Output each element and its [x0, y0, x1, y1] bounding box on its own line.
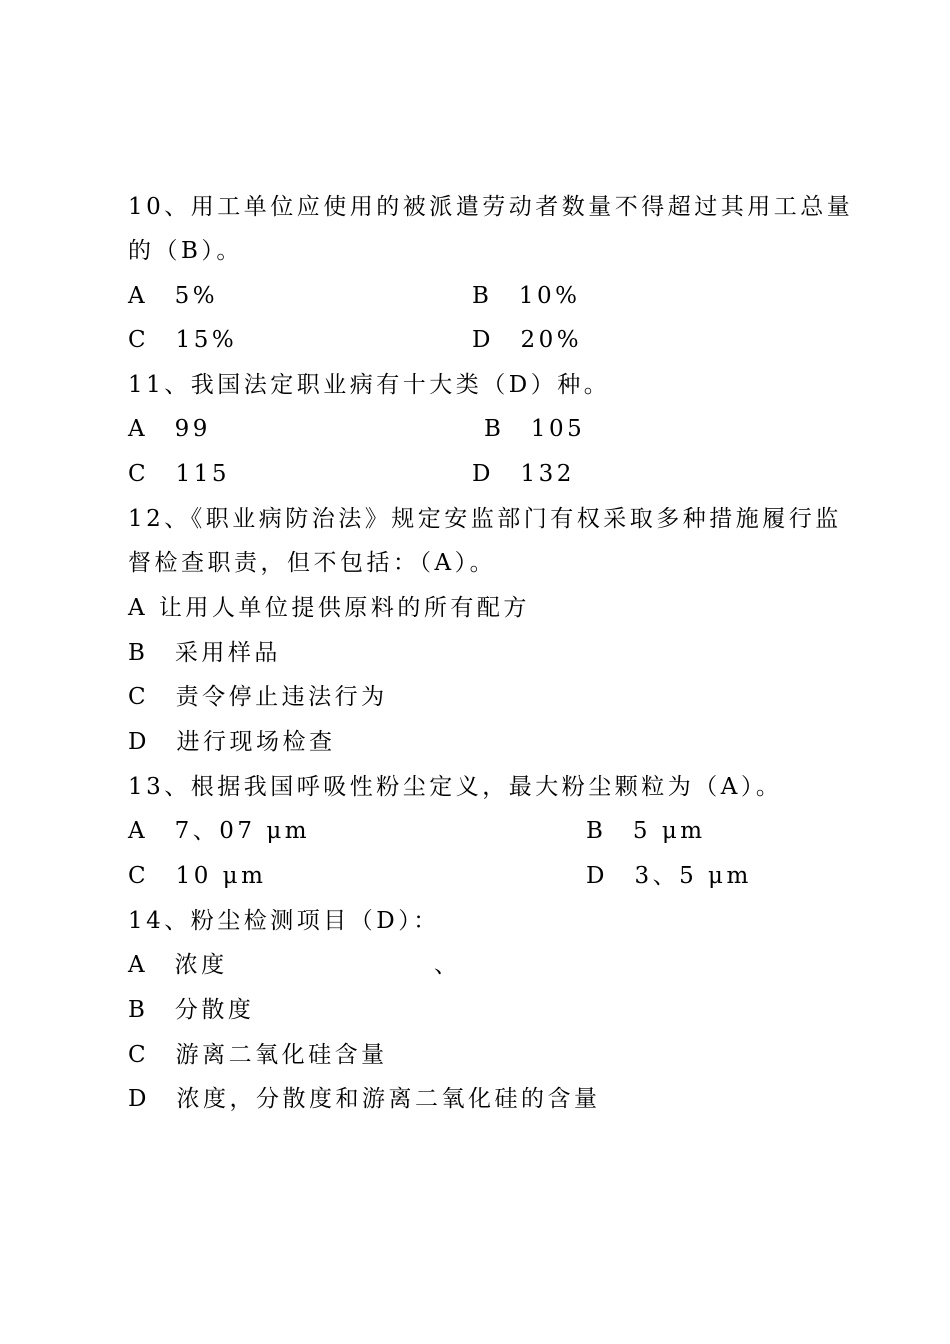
question-10-option-d: D 20%: [472, 327, 583, 353]
question-13-stem: 13、根据我国呼吸性粉尘定义，最大粉尘颗粒为（A）。: [128, 774, 783, 800]
question-13-option-b: B 5 μm: [586, 818, 706, 844]
question-11-option-b: B 105: [484, 416, 586, 442]
question-10-option-a: A 5%: [128, 283, 219, 309]
question-12-option-c: C 责令停止违法行为: [128, 684, 388, 710]
question-12-option-b: B 采用样品: [128, 640, 281, 666]
question-13-option-a: A 7、07 μm: [128, 818, 311, 844]
question-10-stem-line1: 10、用工单位应使用的被派遣劳动者数量不得超过其用工总量: [128, 194, 854, 220]
question-12-stem-line2: 督检查职责，但不包括：（A）。: [128, 550, 497, 576]
question-10-stem-line2: 的（B）。: [128, 238, 243, 264]
question-12-option-a: A 让用人单位提供原料的所有配方: [128, 595, 530, 621]
question-10-option-b: B 10%: [472, 283, 581, 309]
question-13-option-c: C 10 μm: [128, 863, 267, 889]
question-14-option-c: C 游离二氧化硅含量: [128, 1042, 388, 1068]
question-14-option-b: B 分散度: [128, 997, 255, 1023]
question-11-option-a: A 99: [128, 416, 211, 442]
question-12-stem-line1: 12、《职业病防治法》规定安监部门有权采取多种措施履行监: [128, 506, 842, 532]
question-11-stem: 11、我国法定职业病有十大类（D）种。: [128, 372, 611, 398]
question-14-option-a-mark: 、: [434, 952, 461, 978]
question-14-option-d: D 浓度，分散度和游离二氧化硅的含量: [128, 1086, 601, 1112]
question-11-option-c: C 115: [128, 461, 230, 487]
question-14-option-a: A 浓度: [128, 952, 228, 978]
question-11-option-d: D 132: [472, 461, 575, 487]
question-12-option-d: D 进行现场检查: [128, 729, 336, 755]
question-14-stem: 14、粉尘检测项目（D）：: [128, 908, 440, 934]
question-13-option-d: D 3、5 μm: [586, 863, 752, 889]
question-10-option-c: C 15%: [128, 327, 238, 353]
